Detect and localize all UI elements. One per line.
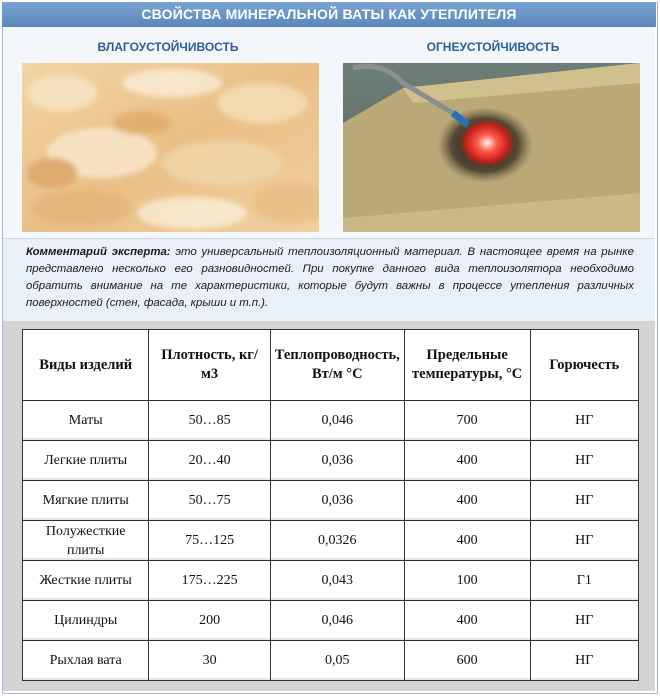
cell-density: 75…125 <box>149 521 270 561</box>
header-thermal-conductivity: Теплопроводность, Вт/м °С <box>270 330 404 401</box>
table-row <box>23 601 639 641</box>
table-row <box>23 521 639 561</box>
cell-max-temperature: 600 <box>404 641 530 681</box>
cell-thermal-conductivity: 0,043 <box>270 561 404 601</box>
cell-thermal-conductivity: 0,036 <box>270 481 404 521</box>
table-row <box>23 401 639 441</box>
cell-max-temperature: 400 <box>404 481 530 521</box>
fire-resistance-heading: ОГНЕУСТОЙЧИВОСТЬ <box>426 40 560 54</box>
cell-flammability: НГ <box>530 401 638 441</box>
table-row <box>23 441 639 481</box>
cell-thermal-conductivity: 0,05 <box>270 641 404 681</box>
cell-max-temperature: 400 <box>404 521 530 561</box>
cell-max-temperature: 700 <box>404 401 530 441</box>
table-header-row <box>23 330 639 401</box>
cell-product-type: Жесткие плиты <box>23 561 149 601</box>
properties-table <box>22 329 639 681</box>
cell-density: 200 <box>149 601 270 641</box>
expert-comment <box>26 244 634 312</box>
cell-max-temperature: 400 <box>404 441 530 481</box>
cell-product-type: Цилиндры <box>23 601 149 641</box>
cell-product-type: Полужесткие плиты <box>23 521 149 561</box>
moisture-resistance-photo <box>22 63 319 232</box>
cell-thermal-conductivity: 0,036 <box>270 441 404 481</box>
cell-product-type: Маты <box>23 401 149 441</box>
cell-flammability: НГ <box>530 641 638 681</box>
cell-product-type: Рыхлая вата <box>23 641 149 681</box>
expert-comment-label: Комментарий эксперта: <box>26 246 171 258</box>
cell-product-type: Легкие плиты <box>23 441 149 481</box>
cell-max-temperature: 400 <box>404 601 530 641</box>
cell-flammability: НГ <box>530 441 638 481</box>
cell-density: 50…85 <box>149 401 270 441</box>
moisture-resistance-heading: ВЛАГОУСТОЙЧИВОСТЬ <box>97 40 239 54</box>
cell-thermal-conductivity: 0,046 <box>270 401 404 441</box>
header-product-type: Виды изделий <box>23 330 149 401</box>
table-row <box>23 561 639 601</box>
header-flammability: Горючесть <box>530 330 638 401</box>
cell-flammability: НГ <box>530 601 638 641</box>
page-title: СВОЙСТВА МИНЕРАЛЬНОЙ ВАТЫ КАК УТЕПЛИТЕЛЯ <box>2 2 656 27</box>
fire-resistance-photo <box>343 63 640 232</box>
table-row <box>23 481 639 521</box>
cell-flammability: НГ <box>530 521 638 561</box>
cell-density: 175…225 <box>149 561 270 601</box>
cell-density: 20…40 <box>149 441 270 481</box>
cell-density: 50…75 <box>149 481 270 521</box>
expert-comment-text: это универсальный теплоизоляционный материал. В настоящее время на рынке представлено несколько его разновидностей. При покупке данного вида теплоизолятора необходимо обратить внимание на те характеристики, которые будут важны в процессе утепления различных поверхностей (стен, фасада, крыши и т.п.). <box>26 246 634 309</box>
header-density: Плотность, кг/м3 <box>149 330 270 401</box>
cell-product-type: Мягкие плиты <box>23 481 149 521</box>
cell-flammability: НГ <box>530 481 638 521</box>
cell-thermal-conductivity: 0,046 <box>270 601 404 641</box>
cell-flammability: Г1 <box>530 561 638 601</box>
cell-thermal-conductivity: 0,0326 <box>270 521 404 561</box>
cell-density: 30 <box>149 641 270 681</box>
header-max-temperature: Предельные температуры, °С <box>404 330 530 401</box>
table-row <box>23 641 639 681</box>
cell-max-temperature: 100 <box>404 561 530 601</box>
